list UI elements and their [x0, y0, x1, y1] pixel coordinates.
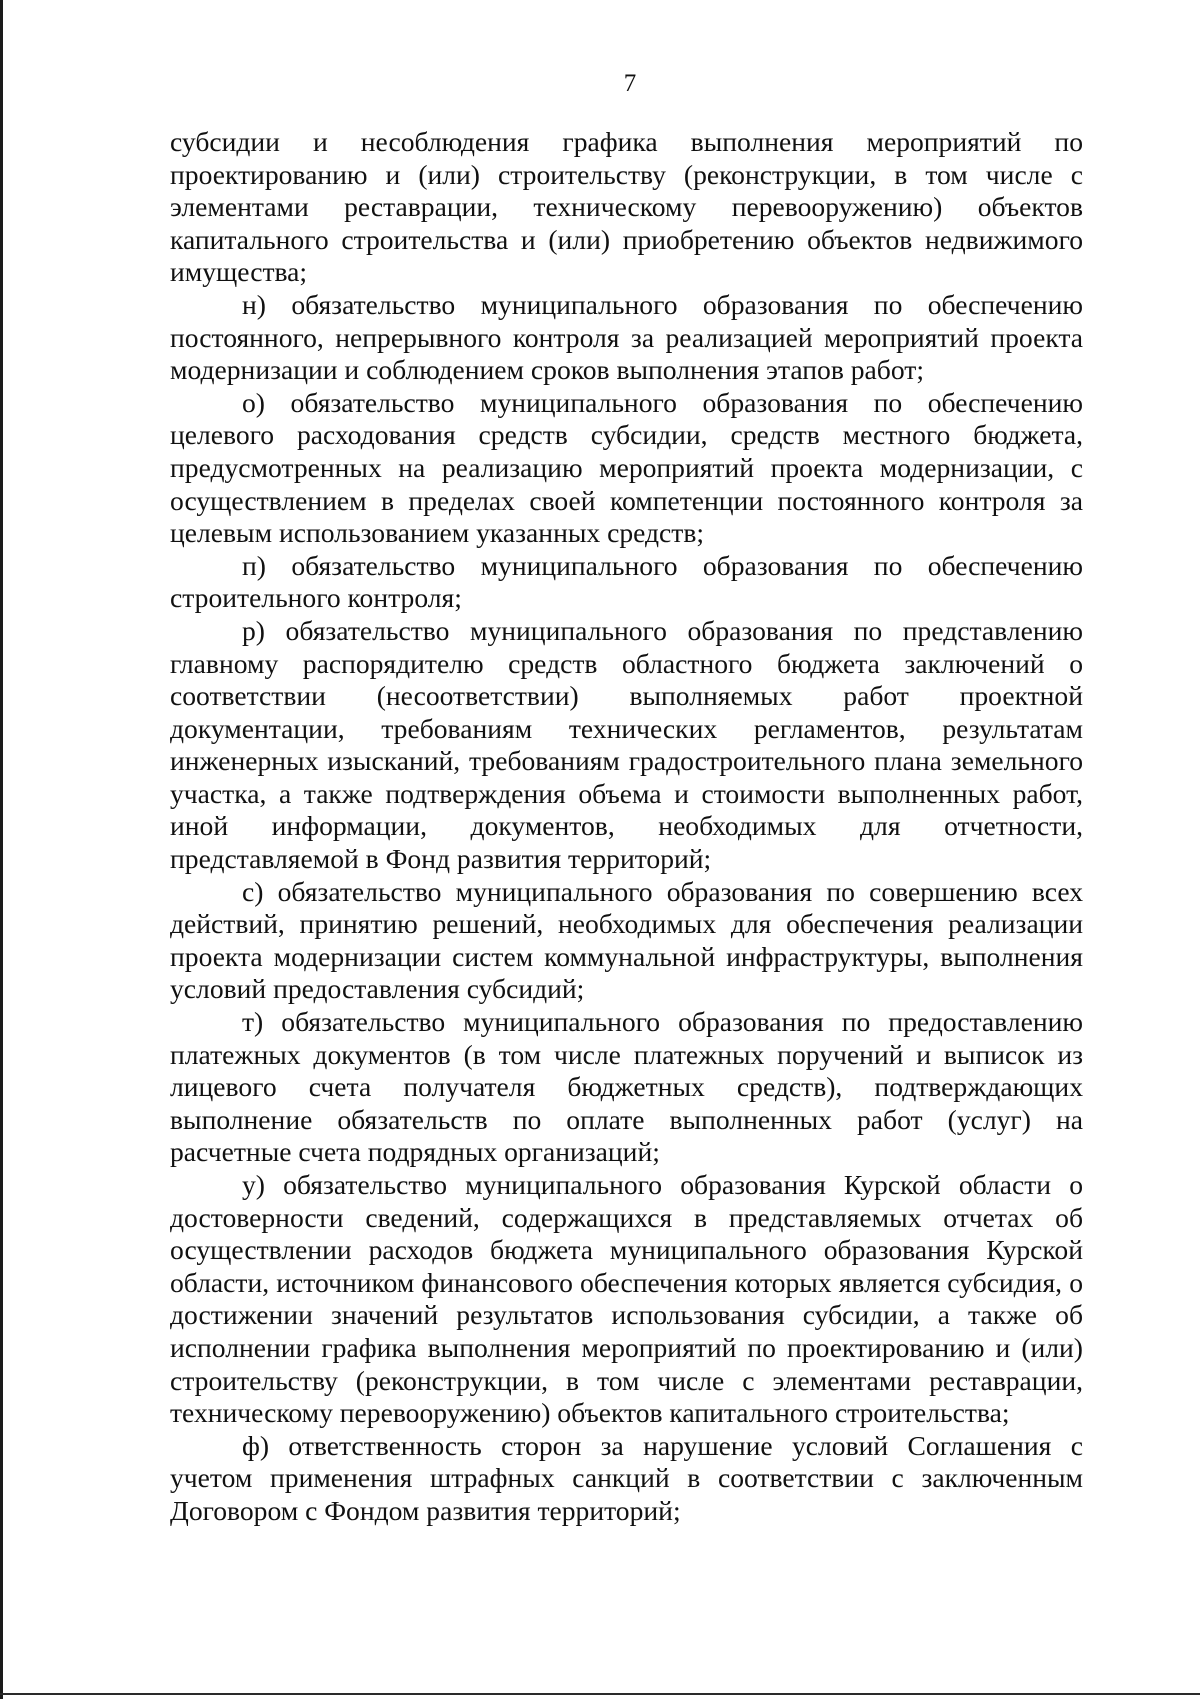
paragraph-n: н) обязательство муниципального образования по обеспечению постоянного, непрерывного контроля за реализацией мероприятий проекта модернизации и соблюдением сроков выполнения этапов работ;: [170, 288, 1083, 386]
paragraph-continuation: субсидии и несоблюдения графика выполнения мероприятий по проектированию и (или) строительству (реконструкции, в том числе с элементами реставрации, техническому перевооружению) объектов капитального строительства и (или) приобретению объектов недвижимого имущества;: [170, 126, 1083, 288]
page-number: 7: [623, 70, 637, 97]
paragraph-s: с) обязательство муниципального образования по совершению всех действий, принятию решений, необходимых для обеспечения реализации проекта модернизации систем коммунальной инфраструктуры, выполнения условий предоставления субсидий;: [170, 875, 1083, 1005]
paragraph-r: р) обязательство муниципального образования по представлению главному распорядителю средств областного бюджета заключений о соответствии (несоответствии) выполняемых работ проектной документации, требованиям технических регламентов, результатам инженерных изысканий, требованиям градостроительного плана земельного участка, а также подтверждения объема и стоимости выполненных работ, иной информации, документов, необходимых для отчетности, представляемой в Фонд развития территорий;: [170, 614, 1083, 875]
paragraph-u: у) обязательство муниципального образования Курской области о достоверности сведений, содержащихся в представляемых отчетах об осуществлении расходов бюджета муниципального образования Курской области, источником финансового обеспечения которых является субсидия, о достижении значений результатов использования субсидии, а также об исполнении графика выполнения мероприятий по проектированию и (или) строительству (реконструкции, в том числе с элементами реставрации, техническому перевооружению) объектов капитального строительства;: [170, 1169, 1083, 1429]
document-body: [170, 126, 1083, 1528]
paragraph-p: п) обязательство муниципального образования по обеспечению строительного контроля;: [170, 549, 1083, 614]
paragraph-t: т) обязательство муниципального образования по предоставлению платежных документов (в том числе платежных поручений и выписок из лицевого счета получателя бюджетных средств), подтверждающих выполнение обязательств по оплате выполненных работ (услуг) на расчетные счета подрядных организаций;: [170, 1006, 1083, 1168]
paragraph-o: о) обязательство муниципального образования по обеспечению целевого расходования средств субсидии, средств местного бюджета, предусмотренных на реализацию мероприятий проекта модернизации, с осуществлением в пределах своей компетенции постоянного контроля за целевым использованием указанных средств;: [170, 386, 1083, 549]
scan-edge-left: [0, 0, 3, 1699]
paragraph-f: ф) ответственность сторон за нарушение условий Соглашения с учетом применения штрафных санкций в соответствии с заключенным Договором с Фондом развития территорий;: [170, 1429, 1083, 1526]
scan-edge-bottom: [0, 1693, 1200, 1695]
